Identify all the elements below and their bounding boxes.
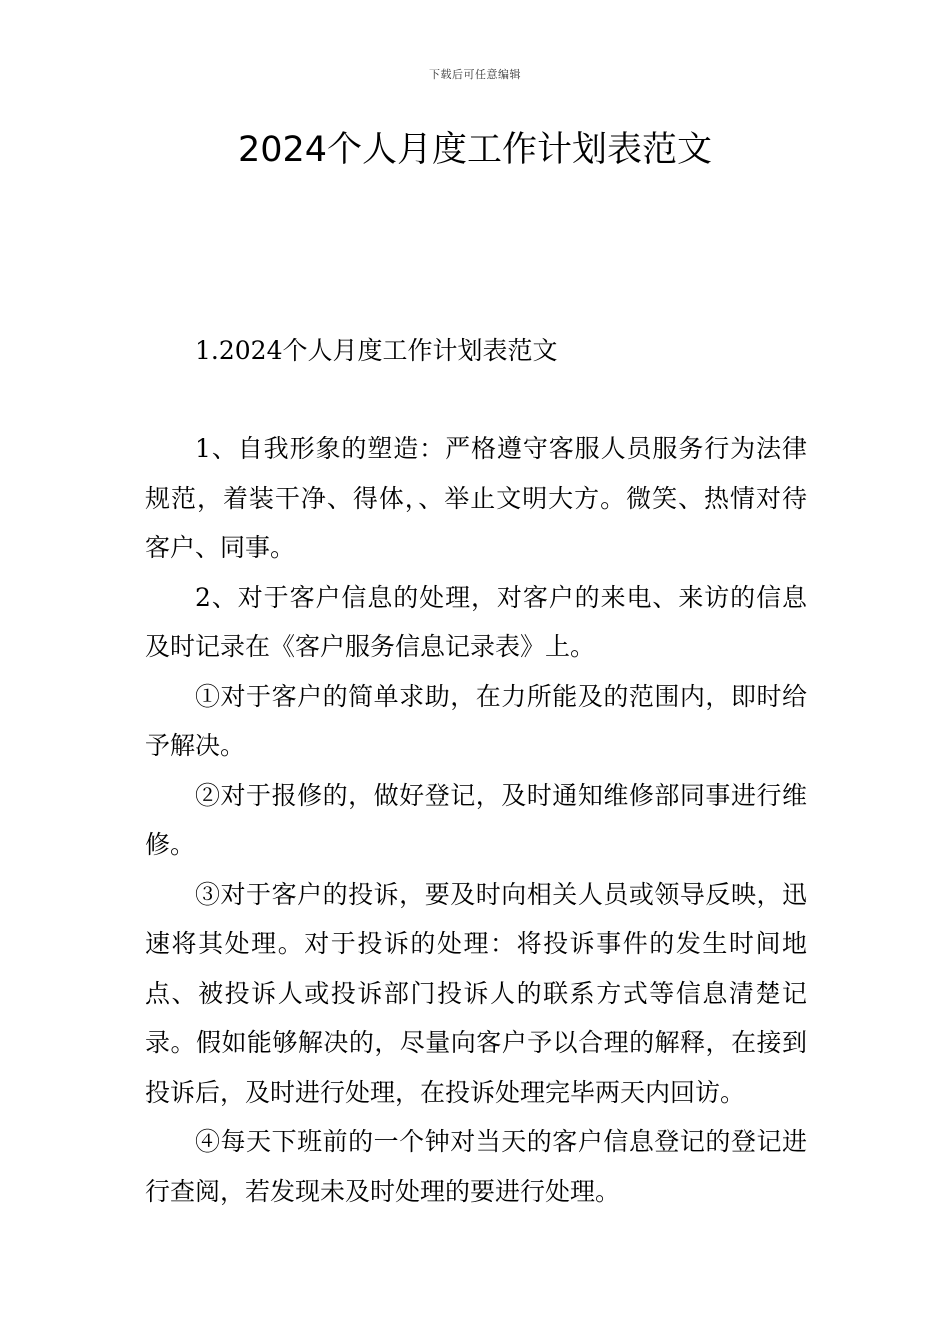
paragraph-3: ①对于客户的简单求助，在力所能及的范围内，即时给予解决。	[145, 681, 807, 760]
paragraph-1: 1、自我形象的塑造：严格遵守客服人员服务行为法律规范，着装干净、得体，、举止文明大方。微笑、热情对待客户、同事。	[145, 434, 807, 562]
paragraph-2: 2、对于客户信息的处理，对客户的来电、来访的信息及时记录在《客户服务信息记录表》上。	[145, 582, 807, 661]
body-paragraphs	[145, 424, 807, 1216]
paragraph-6: ④每天下班前的一个钟对当天的客户信息登记的登记进行查阅，若发现未及时处理的要进行处理。	[145, 1127, 807, 1206]
header-note: 下载后可任意编辑	[429, 68, 521, 81]
section-subheading: 1.2024个人月度工作计划表范文	[195, 336, 558, 365]
paragraph-5: ③对于客户的投诉，要及时向相关人员或领导反映，迅速将其处理。对于投诉的处理：将投诉事件的发生时间地点、被投诉人或投诉部门投诉人的联系方式等信息清楚记录。假如能够解决的，尽量向客户予以合理的解释，在接到投诉后，及时进行处理，在投诉处理完毕两天内回访。	[145, 879, 807, 1107]
paragraph-4: ②对于报修的，做好登记，及时通知维修部同事进行维修。	[145, 780, 807, 859]
document-title: 2024个人月度工作计划表范文	[237, 130, 713, 170]
